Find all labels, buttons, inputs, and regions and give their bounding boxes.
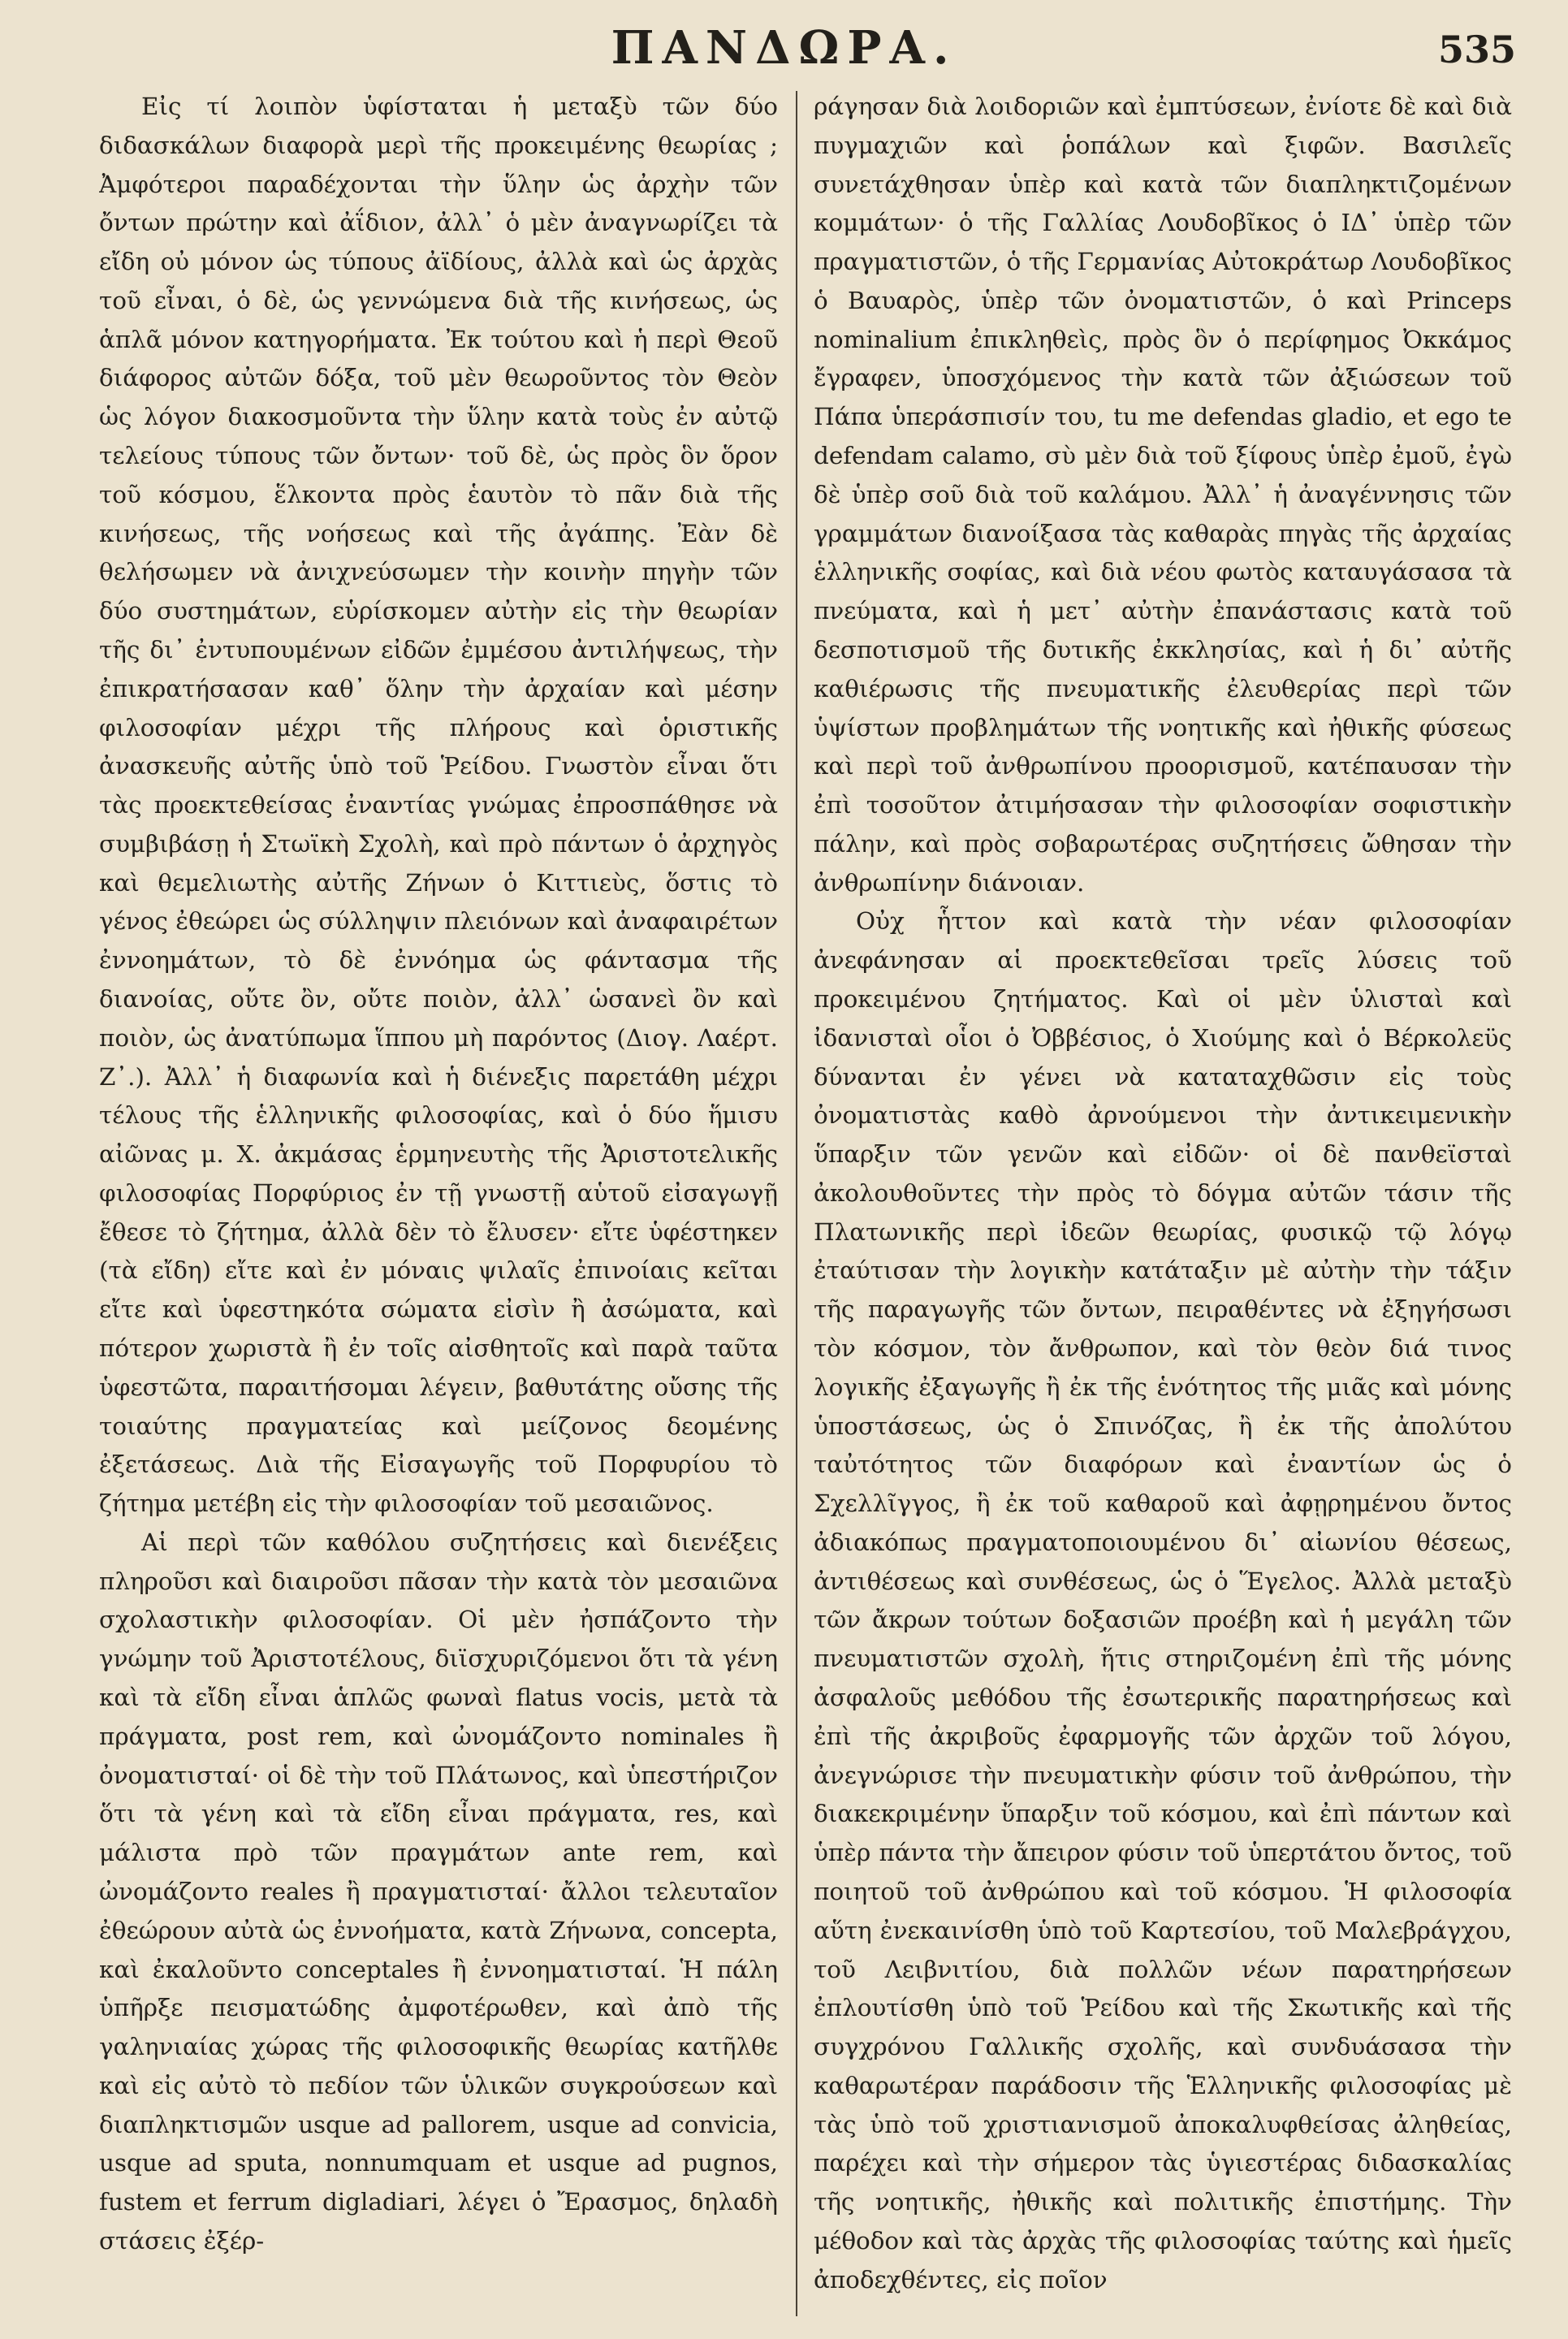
left-column: [99, 88, 778, 2321]
paragraph: Οὐχ ἧττον καὶ κατὰ τὴν νέαν φιλοσοφίαν ἀνεφάνησαν αἱ προεκτεθεῖσαι τρεῖς λύσεις τοῦ προκειμένου ζητήματος. Καὶ οἱ μὲν ὑλισταὶ καὶ ἰδανισταὶ οἷοι ὁ Ὀββέσιος, ὁ Χιούμης καὶ ὁ Βέρκολεϋς δύνανται ἐν γένει νὰ καταταχθῶσιν εἰς τοὺς ὀνοματιστὰς καθὸ ἀρνούμενοι τὴν ἀντικειμενικὴν ὕπαρξιν τῶν γενῶν καὶ εἰδῶν· οἱ δὲ πανθεϊσταὶ ἀκολουθοῦντες τὴν πρὸς τὸ δόγμα αὐτῶν τάσιν τῆς Πλατωνικῆς περὶ ἰδεῶν θεωρίας, φυσικῷ τῷ λόγῳ ἐταύτισαν τὴν λογικὴν κατάταξιν μὲ αὐτὴν τὴν τάξιν τῆς παραγωγῆς τῶν ὄντων, πειραθέντες νὰ ἐξηγήσωσι τὸν κόσμον, τὸν ἄνθρωπον, καὶ τὸν θεὸν διά τινος λογικῆς ἐξαγωγῆς ἢ ἐκ τῆς ἑνότητος τῆς μιᾶς καὶ μόνης ὑποστάσεως, ὡς ὁ Σπινόζας, ἢ ἐκ τῆς ἀπολύτου ταὐτότητος τῶν διαφόρων καὶ ἐναντίων ὡς ὁ Σχελλῖγγος, ἢ ἐκ τοῦ καθαροῦ καὶ ἀφῃρημένου ὄντος ἀδιακόπως πραγματοποιουμένου δι᾽ αἰωνίου θέσεως, ἀντιθέσεως καὶ συνθέσεως, ὡς ὁ Ἕγελος. Ἀλλὰ μεταξὺ τῶν ἄκρων τούτων δοξασιῶν προέβη καὶ ἡ μεγάλη τῶν πνευματιστῶν σχολὴ, ἥτις στηριζομένη ἐπὶ τῆς μόνης ἀσφαλοῦς μεθόδου τῆς ἐσωτερικῆς παρατηρήσεως καὶ ἐπὶ τῆς ἀκριβοῦς ἐφαρμογῆς τῶν ἀρχῶν τοῦ λόγου, ἀνεγνώρισε τὴν πνευματικὴν φύσιν τοῦ ἀνθρώπου, τὴν διακεκριμένην ὕπαρξιν τοῦ κόσμου, καὶ ἐπὶ πάντων καὶ ὑπὲρ πάντα τὴν ἄπειρον φύσιν τοῦ ὑπερτάτου ὄντος, τοῦ ποιητοῦ τοῦ ἀνθρώπου καὶ τοῦ κόσμου. Ἡ φιλοσοφία αὕτη ἐνεκαινίσθη ὑπὸ τοῦ Καρτεσίου, τοῦ Μαλεβράγχου, τοῦ Λειβνιτίου, διὰ πολλῶν νέων παρατηρήσεων ἐπλουτίσθη ὑπὸ τοῦ Ῥείδου καὶ τῆς Σκωτικῆς καὶ τῆς συγχρόνου Γαλλικῆς σχολῆς, καὶ συνδυάσασα τὴν καθαρωτέραν παράδοσιν τῆς Ἑλληνικῆς φιλοσοφίας μὲ τὰς ὑπὸ τοῦ χριστιανισμοῦ ἀποκαλυφθείσας ἀληθείας, παρέχει καὶ τὴν σήμερον τὰς ὑγιεστέρας διδασκαλίας τῆς νοητικῆς, ἠθικῆς καὶ πολιτικῆς ἐπιστήμης. Τὴν μέθοδον καὶ τὰς ἀρχὰς τῆς φιλοσοφίας ταύτης καὶ ἡμεῖς ἀποδεχθέντες, εἰς ποῖον: [814, 907, 1512, 2294]
right-column: [814, 88, 1512, 2321]
paragraph-continued: ράγησαν διὰ λοιδοριῶν καὶ ἐμπτύσεων, ἐνίοτε δὲ καὶ διὰ πυγμαχιῶν καὶ ῥοπάλων καὶ ξιφῶν. Βασιλεῖς συνετάχθησαν ὑπὲρ καὶ κατὰ τῶν διαπληκτιζομένων κομμάτων· ὁ τῆς Γαλλίας Λουδοβῖκος ὁ ΙΔ᾽ ὑπὲρ τῶν πραγματιστῶν, ὁ τῆς Γερμανίας Αὐτοκράτωρ Λουδοβῖκος ὁ Βαυαρὸς, ὑπὲρ τῶν ὀνοματιστῶν, ὁ καὶ Princeps nominalium ἐπικληθεὶς, πρὸς ὃν ὁ περίφημος Ὀκκάμος ἔγραφεν, ὑποσχόμενος τὴν κατὰ τῶν ἀξιώσεων τοῦ Πάπα ὑπεράσπισίν του, tu me defendas gladio, et ego te defendam calamo, σὺ μὲν διὰ τοῦ ξίφους ὑπὲρ ἐμοῦ, ἐγὼ δὲ ὑπὲρ σοῦ διὰ τοῦ καλάμου. Ἀλλ᾽ ἡ ἀναγέννησις τῶν γραμμάτων διανοίξασα τὰς καθαρὰς πηγὰς τῆς ἀρχαίας ἑλληνικῆς σοφίας, καὶ διὰ νέου φωτὸς καταυγάσασα τὰ πνεύματα, καὶ ἡ μετ᾽ αὐτὴν ἐπανάστασις κατὰ τοῦ δεσποτισμοῦ τῆς δυτικῆς ἐκκλησίας, καὶ ἡ δι᾽ αὐτῆς καθιέρωσις τῆς πνευματικῆς ἐλευθερίας περὶ τῶν ὑψίστων προβλημάτων τῆς νοητικῆς καὶ ἠθικῆς φύσεως καὶ περὶ τοῦ ἀνθρωπίνου προορισμοῦ, κατέπαυσαν τὴν ἐπὶ τοσοῦτον ἀτιμήσασαν τὴν φιλοσοφίαν σοφιστικὴν πάλην, καὶ πρὸς σοβαρωτέρας συζητήσεις ὤθησαν τὴν ἀνθρωπίνην διάνοιαν.: [814, 93, 1512, 897]
column-divider: [796, 91, 797, 2316]
journal-title: ΠΑΝΔΩΡΑ.: [611, 21, 957, 75]
running-header: [0, 15, 1568, 80]
page-number: 535: [1437, 28, 1516, 71]
paragraph: Εἰς τί λοιπὸν ὑφίσταται ἡ μεταξὺ τῶν δύο διδασκάλων διαφορὰ μερὶ τῆς προκειμένης θεωρίας ; Ἀμφότεροι παραδέχονται τὴν ὕλην ὡς ἀρχὴν τῶν ὄντων πρώτην καὶ ἀΐδιον, ἀλλ᾽ ὁ μὲν ἀναγνωρίζει τὰ εἴδη οὐ μόνον ὡς τύπους ἀϊδίους, ἀλλὰ καὶ ὡς ἀρχὰς τοῦ εἶναι, ὁ δὲ, ὡς γεννώμενα διὰ τῆς κινήσεως, ὡς ἁπλᾶ μόνον κατηγορήματα. Ἐκ τούτου καὶ ἡ περὶ Θεοῦ διάφορος αὐτῶν δόξα, τοῦ μὲν θεωροῦντος τὸν Θεὸν ὡς λόγον διακοσμοῦντα τὴν ὕλην κατὰ τοὺς ἐν αὐτῷ τελείους τύπους τῶν ὄντων· τοῦ δὲ, ὡς πρὸς ὃν ὅρον τοῦ κόσμου, ἕλκοντα πρὸς ἑαυτὸν τὸ πᾶν διὰ τῆς κινήσεως, τῆς νοήσεως καὶ τῆς ἀγάπης. Ἐὰν δὲ θελήσωμεν νὰ ἀνιχνεύσωμεν τὴν κοινὴν πηγὴν τῶν δύο συστημάτων, εὑρίσκομεν αὐτὴν εἰς τὴν θεωρίαν τῆς δι᾽ ἐντυπουμένων εἰδῶν ἐμμέσου ἀντιλήψεως, τὴν ἐπικρατήσασαν καθ᾽ ὅλην τὴν ἀρχαίαν καὶ μέσην φιλοσοφίαν μέχρι τῆς πλήρους καὶ ὁριστικῆς ἀνασκευῆς αὐτῆς ὑπὸ τοῦ Ῥείδου. Γνωστὸν εἶναι ὅτι τὰς προεκτεθείσας ἐναντίας γνώμας ἐπροσπάθησε νὰ συμβιβάσῃ ἡ Στωϊκὴ Σχολὴ, καὶ πρὸ πάντων ὁ ἀρχηγὸς καὶ θεμελιωτὴς αὐτῆς Ζήνων ὁ Κιττιεὺς, ὅστις τὸ γένος ἐθεώρει ὡς σύλληψιν πλειόνων καὶ ἀναφαιρέτων ἐννοημάτων, τὸ δὲ ἐννόημα ὡς φάντασμα τῆς διανοίας, οὔτε ὂν, οὔτε ποιὸν, ἀλλ᾽ ὡσανεὶ ὂν καὶ ποιὸν, ὡς ἀνατύπωμα ἵππου μὴ παρόντος (Διογ. Λαέρτ. Ζ᾽.). Ἀλλ᾽ ἡ διαφωνία καὶ ἡ διένεξις παρετάθη μέχρι τέλους τῆς ἑλληνικῆς φιλοσοφίας, καὶ ὁ δύο ἥμισυ αἰῶνας μ. Χ. ἀκμάσας ἑρμηνευτὴς τῆς Ἀριστοτελικῆς φιλοσοφίας Πορφύριος ἐν τῇ γνωστῇ αὑτοῦ εἰσαγωγῇ ἔθεσε τὸ ζήτημα, ἀλλὰ δὲν τὸ ἔλυσεν· εἴτε ὑφέστηκεν (τὰ εἴδη) εἴτε καὶ ἐν μόναις ψιλαῖς ἐπινοίαις κεῖται εἴτε καὶ ὑφεστηκότα σώματα εἰσὶν ἢ ἀσώματα, καὶ πότερον χωριστὰ ἢ ἐν τοῖς αἰσθητοῖς καὶ παρὰ ταῦτα ὑφεστῶτα, παραιτήσομαι λέγειν, βαθυτάτης οὔσης τῆς τοιαύτης πραγματείας καὶ μείζονος δεομένης ἐξετάσεως. Διὰ τῆς Εἰσαγωγῆς τοῦ Πορφυρίου τὸ ζήτημα μετέβη εἰς τὴν φιλοσοφίαν τοῦ μεσαιῶνος.: [99, 93, 778, 1518]
paragraph: Αἱ περὶ τῶν καθόλου συζητήσεις καὶ διενέξεις πληροῦσι καὶ διαιροῦσι πᾶσαν τὴν κατὰ τὸν μεσαιῶνα σχολαστικὴν φιλοσοφίαν. Οἱ μὲν ἠσπάζοντο τὴν γνώμην τοῦ Ἀριστοτέλους, διϊσχυριζόμενοι ὅτι τὰ γένη καὶ τὰ εἴδη εἶναι ἁπλῶς φωναὶ flatus vocis, μετὰ τὰ πράγματα, post rem, καὶ ὠνομάζοντο nominales ἢ ὀνοματισταί· οἱ δὲ τὴν τοῦ Πλάτωνος, καὶ ὑπεστήριζον ὅτι τὰ γένη καὶ τὰ εἴδη εἶναι πράγματα, res, καὶ μάλιστα πρὸ τῶν πραγμάτων ante rem, καὶ ὠνομάζοντο reales ἢ πραγματισταί· ἄλλοι τελευταῖον ἐθεώρουν αὐτὰ ὡς ἐννοήματα, κατὰ Ζήνωνα, concepta, καὶ ἐκαλοῦντο conceptales ἢ ἐννοηματισταί. Ἡ πάλη ὑπῆρξε πεισματώδης ἀμφοτέρωθεν, καὶ ἀπὸ τῆς γαληνιαίας χώρας τῆς φιλοσοφικῆς θεωρίας κατῆλθε καὶ εἰς αὐτὸ τὸ πεδίον τῶν ὑλικῶν συγκρούσεων καὶ διαπληκτισμῶν usque ad pallorem, usque ad convicia, usque ad sputa, nonnumquam et usque ad pugnos, fustem et ferrum digladiari, λέγει ὁ Ἔρασμος, δηλαδὴ στάσεις ἐξέρ-: [99, 1528, 778, 2255]
